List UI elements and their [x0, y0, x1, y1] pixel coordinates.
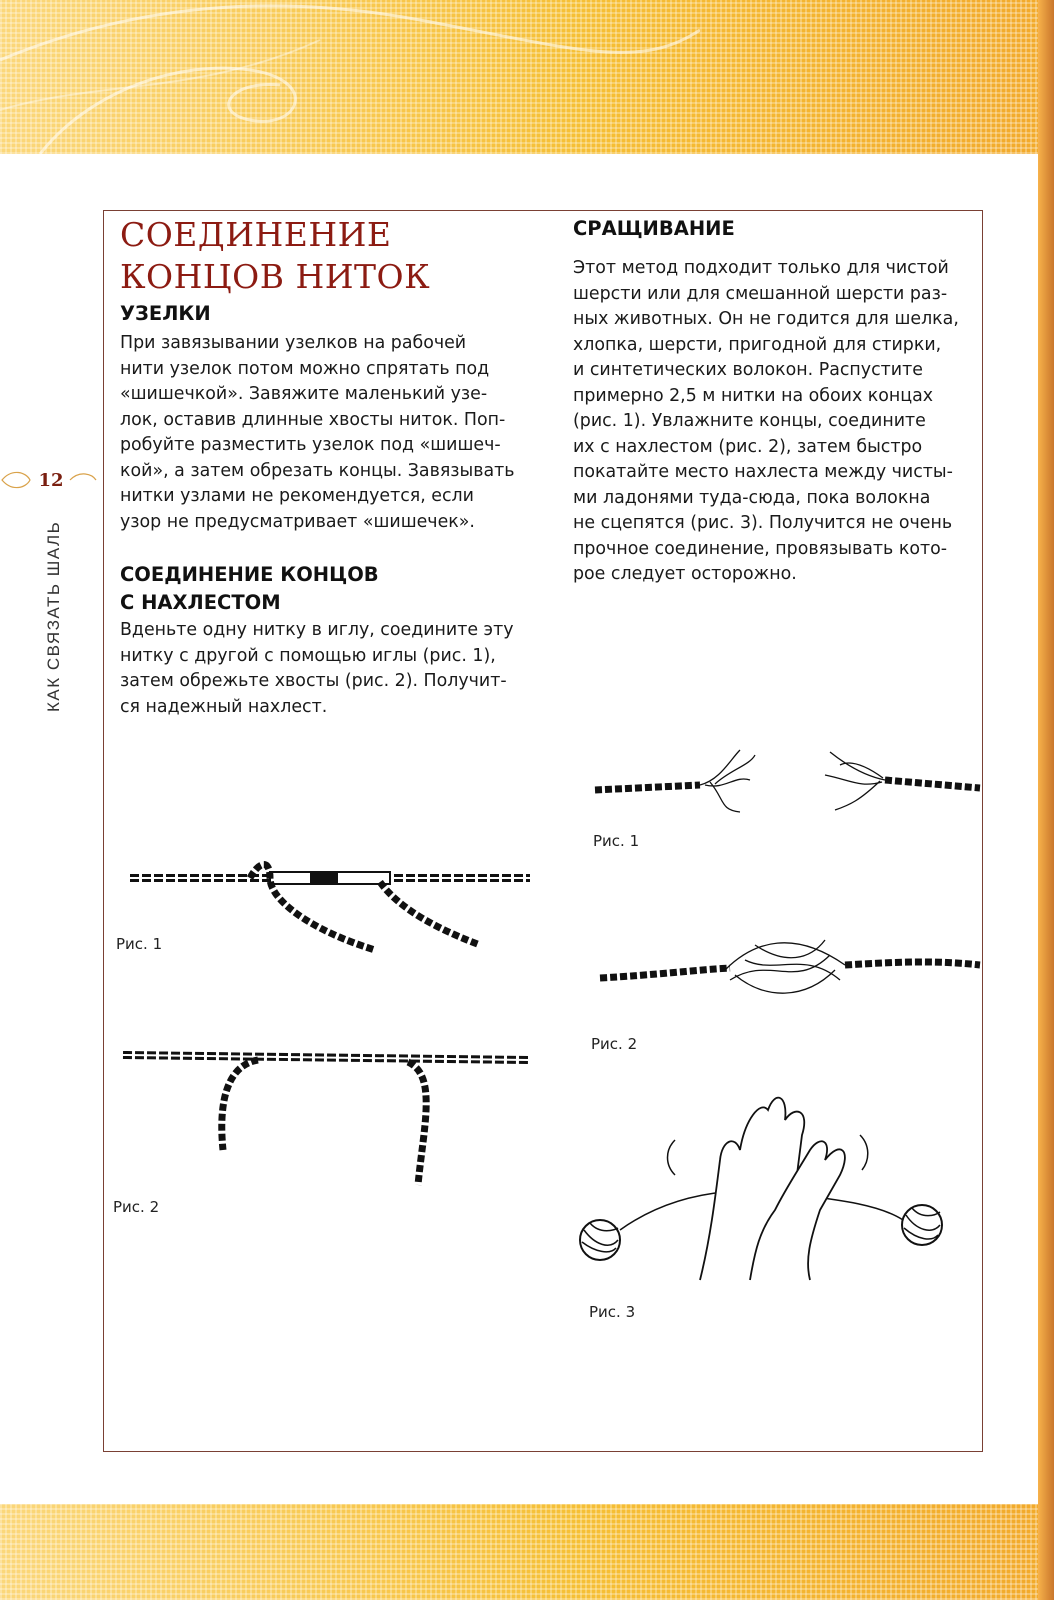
page-spine-edge	[1038, 0, 1054, 1600]
swirl-ornament-icon	[0, 0, 700, 154]
title-line-1: СОЕДИНЕНИЕ	[120, 215, 392, 254]
bottom-decorative-band	[0, 1504, 1054, 1600]
knots-paragraph: При завязывании узелков на рабочей нити узелок потом можно спрятать под «шишечкой». Завяжите маленький узе- лок, оставив длинные хвосты ниток. Поп- робуйте разместить узелок под «шишеч- кой», а затем обрезать концы. Завязывать нитки узлами не рекомендуется, если узор не предусматривает «шишечек».	[120, 333, 515, 532]
right-fig3-caption: Рис. 3	[589, 1303, 636, 1321]
splicing-heading: СРАЩИВАНИЕ	[573, 217, 735, 240]
unravelled-ends-illustration-icon	[590, 740, 990, 820]
overlap-heading: СОЕДИНЕНИЕ КОНЦОВ С НАХЛЕСТОМ	[120, 563, 379, 614]
left-fig1-caption: Рис. 1	[116, 935, 163, 953]
right-fig2-caption: Рис. 2	[591, 1035, 638, 1053]
right-fig1-caption: Рис. 1	[593, 832, 640, 850]
overlap-loop-illustration-icon	[118, 1040, 538, 1220]
running-head: КАК СВЯЗАТЬ ШАЛЬ	[44, 520, 63, 712]
knots-heading: УЗЕЛКИ	[120, 302, 211, 325]
overlap-paragraph: Вденьте одну нитку в иглу, соедините эту нитку с другой с помощью иглы (рис. 1), затем обрежьте хвосты (рис. 2). Получит- ся надежный нахлест.	[120, 620, 514, 717]
page-number: 12	[38, 470, 64, 491]
overlapped-fibres-illustration-icon	[595, 920, 985, 1020]
splicing-paragraph: Этот метод подходит только для чистой шерсти или для смешанной шерсти раз- ных животных. Он не годится для шелка, хлопка, шерсти, пригодной для стирки, и синтетических волокон. Распустите примерно 2,5 м нитки на обоих концах (рис. 1). Увлажните концы, соедините их с нахлестом (рис. 2), затем быстро покатайте место нахлеста между чисты- ми ладонями туда-сюда, пока волокна не сцепятся (рис. 3). Получится не очень прочное соединение, провязывать кото- рое следует осторожно.	[573, 258, 959, 584]
left-fig2-caption: Рис. 2	[113, 1198, 160, 1216]
hands-rolling-yarn-illustration-icon	[570, 1080, 970, 1290]
top-decorative-band	[0, 0, 1054, 154]
page-title	[120, 214, 540, 298]
title-line-2: КОНЦОВ НИТОК	[120, 257, 431, 296]
needle-join-illustration-icon	[120, 860, 540, 970]
